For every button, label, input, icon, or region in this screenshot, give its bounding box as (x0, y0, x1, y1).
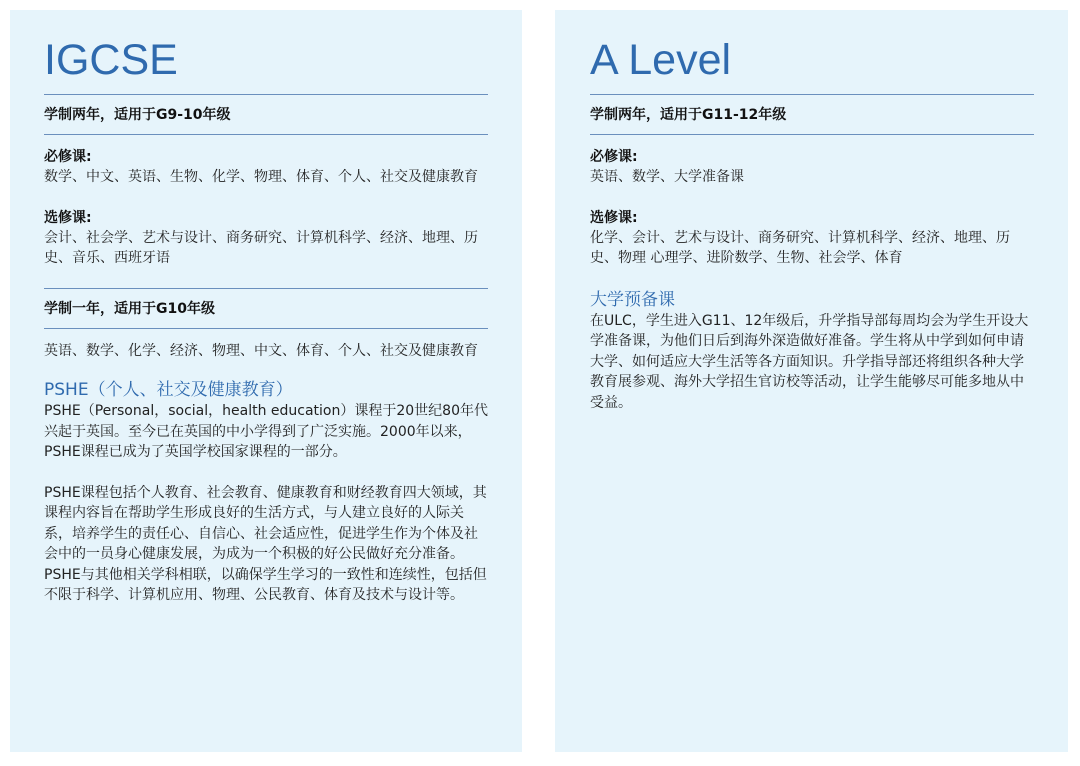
igcse-required-courses: 数学、中文、英语、生物、化学、物理、体育、个人、社交及健康教育 (44, 169, 478, 185)
university-prep-body: 在ULC，学生进入G11、12年级后，升学指导部每周均会为学生开设大学准备课，为他们日后到海外深造做好准备。学生将从中学到如何申请大学、如何适应大学生活等各方面知识。升学指导部还将组织各种大学教育展参观、海外大学招生官访校等活动，让学生能够尽可能多地从中受益。 (590, 312, 1029, 411)
igcse-one-year-heading: 学制一年，适用于G10年级 (44, 300, 215, 317)
divider (44, 134, 488, 135)
igcse-two-year-heading: 学制两年，适用于G9-10年级 (44, 107, 231, 123)
igcse-panel (10, 10, 522, 752)
igcse-required-label: 必修课: (44, 149, 92, 165)
pshe-title: PSHE（个人、社交及健康教育） (44, 380, 293, 400)
igcse-elective-label: 选修课: (44, 209, 92, 226)
igcse-title: IGCSE (44, 36, 178, 84)
alevel-panel (555, 10, 1068, 752)
alevel-elective-label: 选修课: (590, 209, 638, 226)
divider (590, 134, 1034, 135)
divider (44, 328, 488, 329)
alevel-required-label: 必修课: (590, 149, 638, 165)
pshe-paragraph-1: PSHE（Personal，social，health education）课程于20世纪80年代兴起于英国。至今已在英国的中小学得到了广泛实施。2000年以来，PSHE课程已成为了英国学校国家课程的一部分。 (44, 403, 488, 460)
igcse-elective-courses: 会计、社会学、艺术与设计、商务研究、计算机科学、经济、地理、历史、音乐、西班牙语 (44, 229, 478, 266)
alevel-two-year-heading: 学制两年，适用于G11-12年级 (590, 107, 787, 123)
pshe-paragraph-2: PSHE课程包括个人教育、社会教育、健康教育和财经教育四大领域，其课程内容旨在帮助学生形成良好的生活方式，与人建立良好的人际关系，培养学生的责任心、自信心、社会适应性，促进学生作为个体及社会中的一员身心健康发展，为成为一个积极的好公民做好充分准备。PSHE与其他相关学科相联，以确保学生学习的一致性和连续性，包括但不限于科学、计算机应用、物理、公民教育、体育及技术与设计等。 (44, 484, 487, 603)
university-prep-title: 大学预备课 (590, 289, 675, 310)
alevel-title: A Level (590, 36, 732, 84)
igcse-one-year-courses: 英语、数学、化学、经济、物理、中文、体育、个人、社交及健康教育 (44, 342, 478, 359)
alevel-elective-courses: 化学、会计、艺术与设计、商务研究、计算机科学、经济、地理、历史、物理 心理学、进阶数学、生物、社会学、体育 (590, 229, 1010, 266)
alevel-required-courses: 英语、数学、大学准备课 (590, 169, 744, 185)
